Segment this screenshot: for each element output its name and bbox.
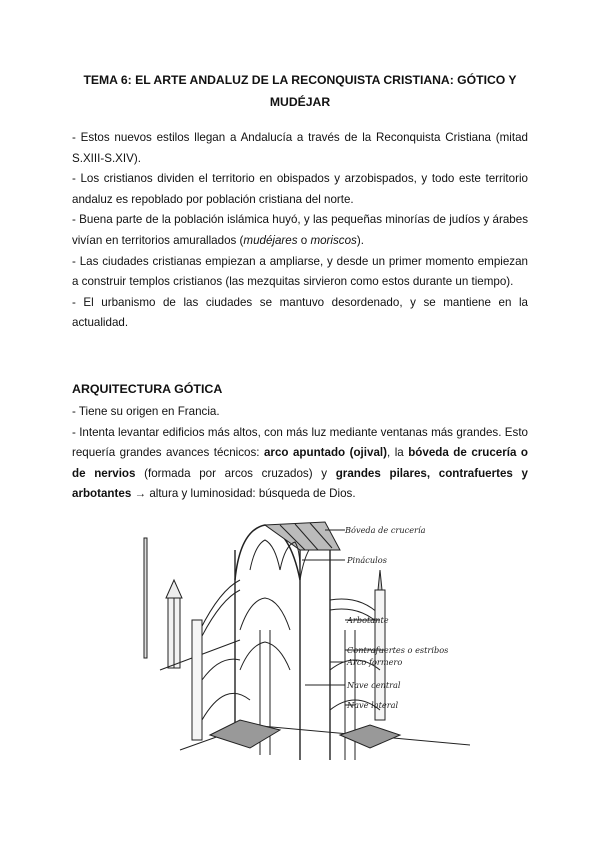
intro-paragraph-3-or: o	[297, 233, 311, 247]
page-title: TEMA 6: EL ARTE ANDALUZ DE LA RECONQUISTA CRISTIANA: GÓTICO Y MUDÉJAR	[83, 73, 517, 109]
label-boveda-cruceria: Bóveda de crucería	[345, 525, 426, 535]
section-paragraph-2-start: - Intenta levantar edificios más altos, con más luz mediante ventanas más grandes. Esto requería grandes avances técnicos:	[72, 425, 528, 460]
cathedral-illustration	[140, 520, 480, 765]
term-moriscos: moriscos	[310, 233, 357, 247]
section-title: ARQUITECTURA GÓTICA	[72, 382, 223, 396]
term-boveda-cruceria: bóveda de crucería o de nervios	[72, 446, 529, 480]
intro-paragraph-1: - Estos nuevos estilos llegan a Andalucía a través de la Reconquista Cristiana (mitad S.XIII-S.XIV).	[72, 131, 528, 165]
label-nave-central: Nave central	[347, 680, 401, 690]
intro-paragraph-4: - Las ciudades cristianas empiezan a ampliarse, y desde un primer momento empiezan a construir templos cristianos (las mezquitas sirvieron como estos durante un tiempo).	[72, 254, 528, 289]
intro-paragraph-2: - Los cristianos dividen el territorio en obispados y arzobispados, y todo este territorio andaluz es repoblado por población cristiana del norte.	[72, 172, 528, 206]
section-paragraph-2	[72, 423, 528, 505]
gothic-cathedral-diagram	[140, 520, 480, 765]
label-contrafuertes: Contrafuertes o estribos	[347, 645, 449, 655]
term-pilares-contrafuertes: grandes pilares, contrafuertes y arbotantes	[72, 466, 528, 501]
intro-paragraph-3-end: ).	[356, 233, 364, 247]
section-paragraph-2-end: → altura y luminosidad: búsqueda de Dios.	[131, 487, 356, 501]
intro-paragraph-5: - El urbanismo de las ciudades se mantuvo desordenado, y se mantiene en la actualidad.	[72, 295, 528, 330]
section-text	[72, 402, 528, 505]
label-arbotante: Arbotante	[347, 615, 389, 625]
label-nave-lateral: Nave lateral	[347, 700, 399, 710]
intro-paragraph-3-start: - Buena parte de la población islámica huyó, y las pequeñas minorías de judíos y árabes vivían en territorios amurallados (	[72, 213, 528, 247]
section-paragraph-1: - Tiene su origen en Francia.	[72, 405, 220, 418]
intro-text	[72, 128, 528, 334]
section-text-sep-1: , la	[386, 446, 409, 460]
label-arco-formero: Arco formero	[347, 657, 403, 667]
intro-paragraph-3	[72, 210, 528, 251]
section-text-sep-2: (formada por arcos cruzados) y	[135, 466, 336, 480]
label-pinaculos: Pináculos	[347, 555, 387, 565]
term-mudejares: mudéjares	[243, 233, 298, 247]
term-arco-apuntado: arco apuntado (ojival)	[263, 446, 387, 460]
